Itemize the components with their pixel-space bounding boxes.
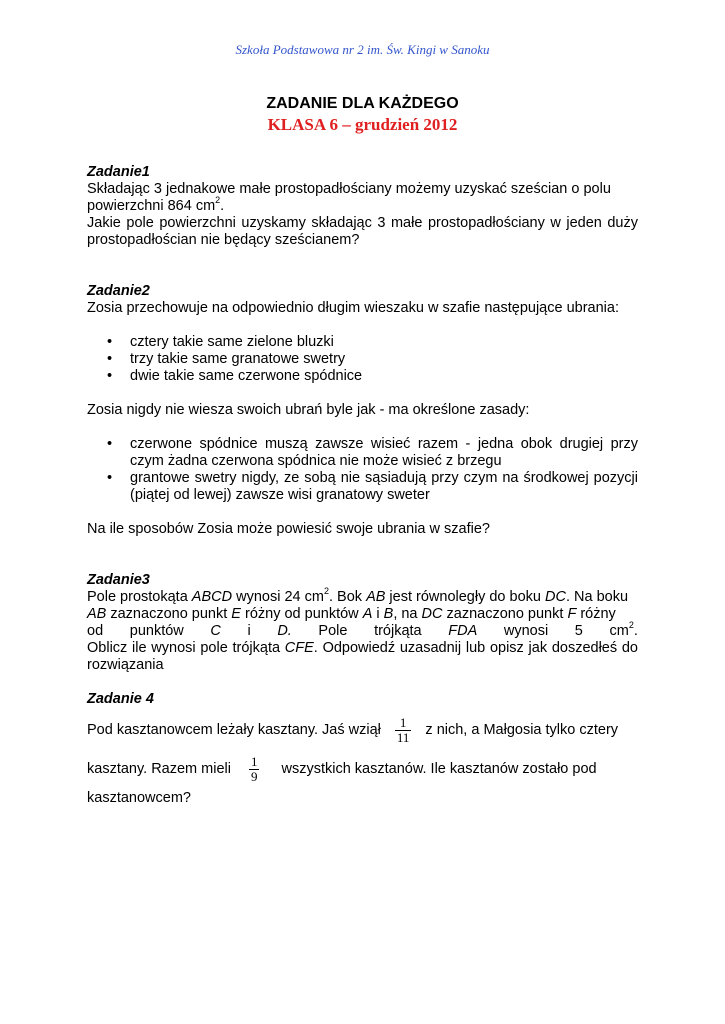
task3-line2: AB zaznaczono punkt E różny od punktów A i B, na DC zaznaczono punkt F różny: [87, 606, 616, 622]
page-title: ZADANIE DLA KAŻDEGO: [266, 95, 459, 112]
list-item: • grantowe swetry nigdy, ze sobą nie sąsiadują przy czym na środkowej pozycji (piątej od lewej) zawsze wisi granatowy sweter: [107, 470, 638, 503]
task2-intro: Zosia przechowuje na odpowiednio długim wieszaku w szafie następujące ubrania:: [87, 300, 619, 316]
task3-line4: Oblicz ile wynosi pole trójkąta CFE. Odpowiedź uzasadnij lub opisz jak doszedłeś do rozwiązania: [87, 640, 638, 673]
task4-line3: kasztanowcem?: [87, 790, 191, 806]
fraction-one-eleventh: $\frac{1}{11}$: [396, 715, 410, 745]
bullet-icon: •: [107, 368, 113, 384]
clothes-list: [87, 334, 638, 385]
task4-heading: Zadanie 4: [87, 691, 154, 707]
task1-line2: powierzchni 864 $cm^2$.: [87, 195, 225, 214]
fraction-one-ninth: $\frac{1}{9}$: [250, 754, 258, 784]
task1-heading: Zadanie1: [87, 164, 150, 180]
bullet-icon: •: [107, 470, 113, 486]
bullet-icon: •: [107, 334, 113, 350]
task3-heading: Zadanie3: [87, 572, 150, 588]
task4-line1: Pod kasztanowcem leżały kasztany. Jaś wziął $\frac{1}{11}$ z nich, a Małgosia tylko cztery: [87, 715, 619, 745]
list-item: • cztery takie same zielone bluzki: [107, 334, 334, 350]
task3-line3: od punktów C i D. Pole trójkąta FDA wynosi 5 $cm^2$.: [87, 620, 638, 639]
list-item: • dwie takie same czerwone spódnice: [107, 368, 363, 384]
list-item: • czerwone spódnice muszą zawsze wisieć razem - jedna obok drugiej przy czym żadna czerwona spódnica nie może wisieć z brzegu: [107, 436, 638, 469]
task2-question: Na ile sposobów Zosia może powiesić swoje ubrania w szafie?: [87, 521, 490, 537]
bullet-icon: •: [107, 436, 113, 452]
task2-rules-intro: Zosia nigdy nie wiesza swoich ubrań byle jak - ma określone zasady:: [87, 402, 530, 418]
task3-line1: Pole prostokąta ABCD wynosi 24 $cm^2$. Bok AB jest równoległy do boku DC. Na boku: [87, 586, 629, 605]
task1-line1: Składając 3 jednakowe małe prostopadłościany możemy uzyskać sześcian o polu: [87, 181, 611, 197]
school-header: Szkoła Podstawowa nr 2 im. Św. Kingi w Sanoku: [235, 42, 490, 57]
task1-question: Jakie pole powierzchni uzyskamy składając 3 małe prostopadłościany w jeden duży prostopadłościan nie będący sześcianem?: [87, 215, 638, 248]
bullet-icon: •: [107, 351, 113, 367]
task4-line2: kasztany. Razem mieli $\frac{1}{9}$ wszystkich kasztanów. Ile kasztanów zostało pod: [87, 754, 597, 784]
list-item: • trzy takie same granatowe swetry: [107, 351, 346, 367]
tasks-content: [87, 164, 638, 807]
page-subtitle: KLASA 6 – grudzień 2012: [267, 115, 458, 134]
rules-list: [87, 436, 638, 504]
task2-heading: Zadanie2: [87, 283, 150, 299]
